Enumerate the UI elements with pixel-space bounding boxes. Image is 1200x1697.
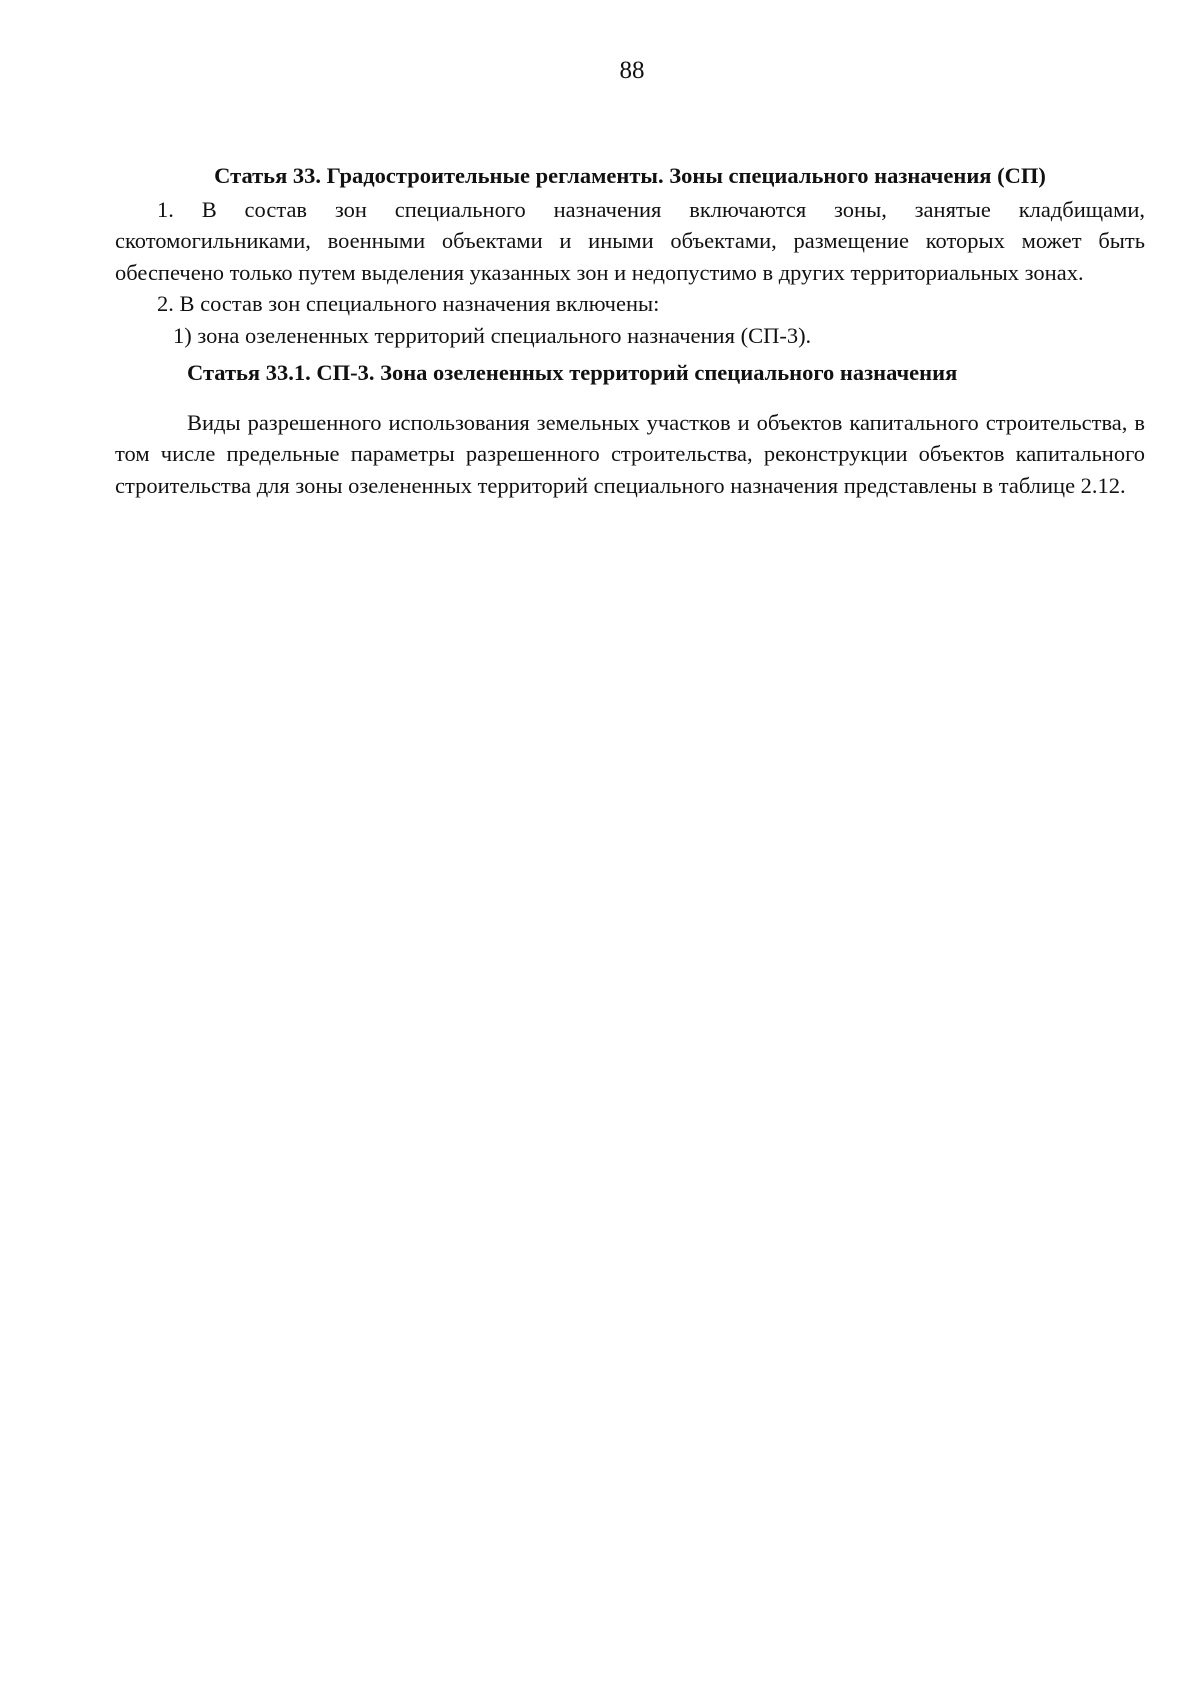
article-33-1-title: Статья 33.1. СП-3. Зона озелененных территорий специального назначения (187, 360, 958, 385)
document-body (115, 160, 1145, 501)
article-33-title: Статья 33. Градостроительные регламенты. Зоны специального назначения (СП) (214, 163, 1046, 188)
article-33-subitem-1: 1) зона озелененных территорий специального назначения (СП-3). (173, 322, 812, 348)
article-33-item-1: 1. В состав зон специального назначения включаются зоны, занятые кладбищами, скотомогильниками, военными объектами и иными объектами, размещение которых может быть обеспечено только путем выделения указанных зон и недопустимо в других территориальных зонах. (115, 196, 1145, 285)
article-33-item-2: 2. В состав зон специального назначения включены: (157, 291, 660, 316)
article-33-1-paragraph: Виды разрешенного использования земельных участков и объектов капитального строительства, в том числе предельные параметры разрешенного строительства, реконструкции объектов капитального строительства для зоны озелененных территорий специального назначения представлены в таблице 2.12. (115, 409, 1145, 498)
page-number: 88 (619, 57, 645, 84)
